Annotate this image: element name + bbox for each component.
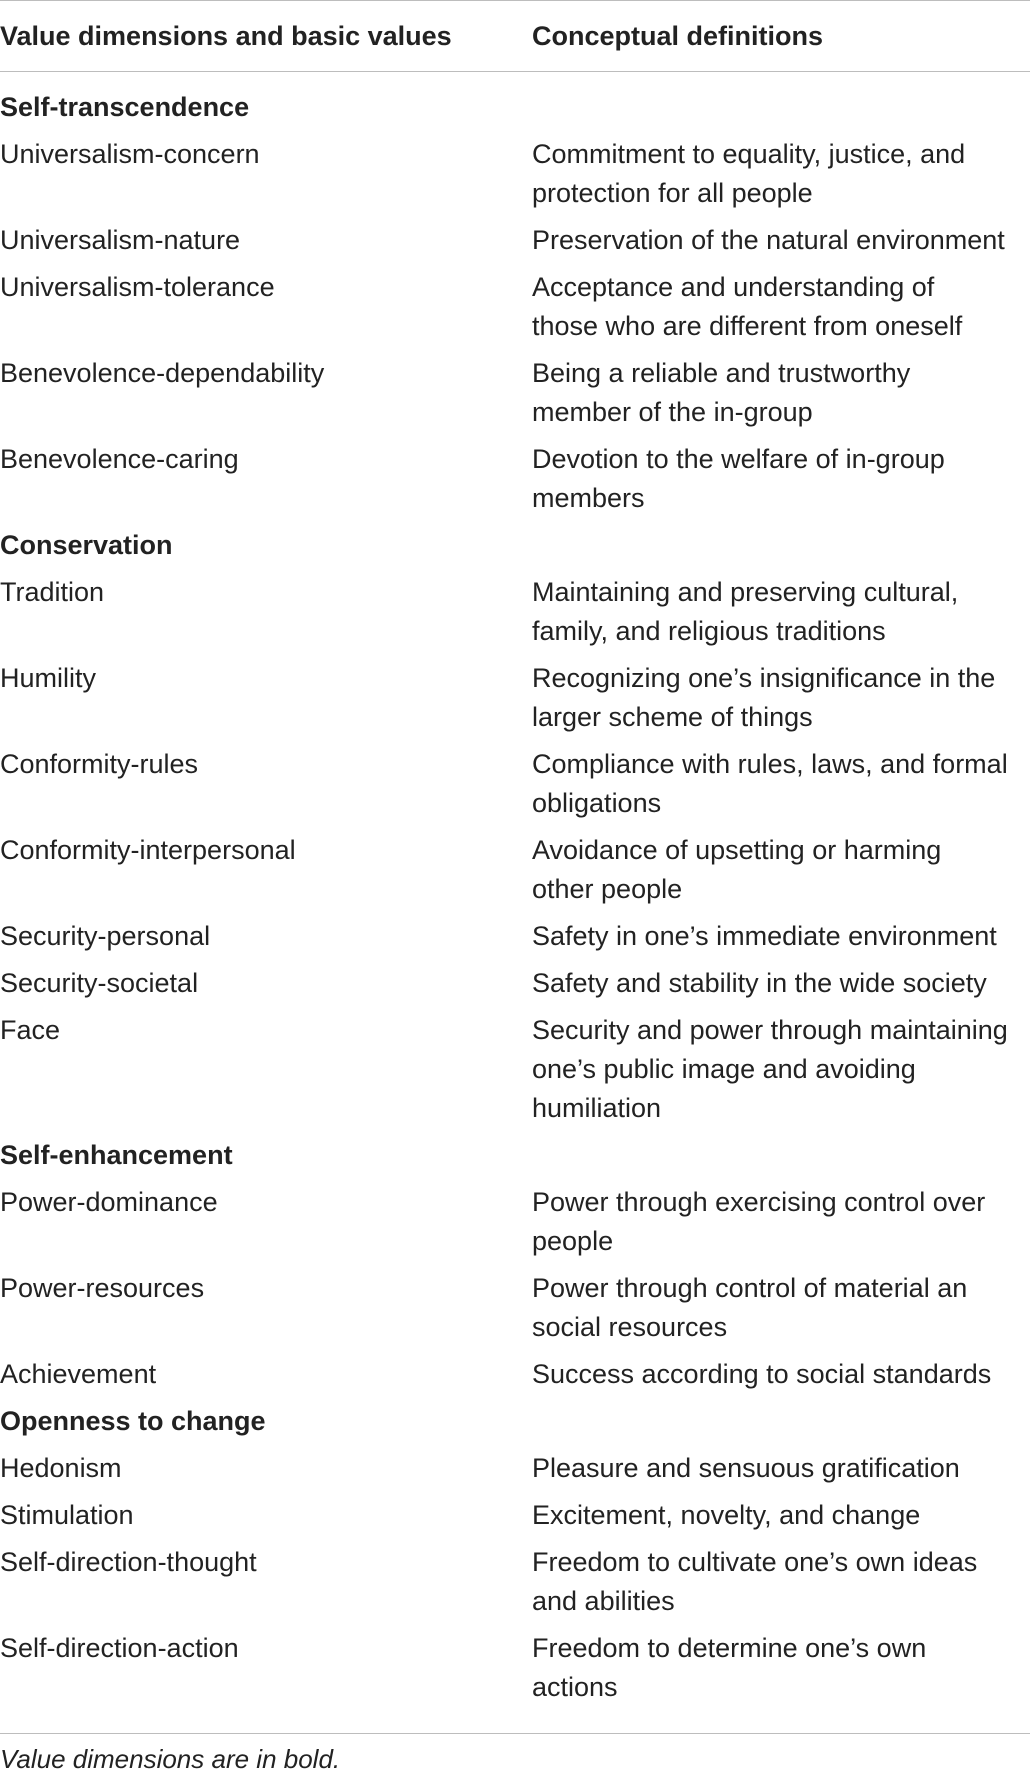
table-row (0, 573, 1030, 651)
value-definition: Freedom to cultivate one’s own ideas and abilities (532, 1547, 978, 1616)
value-definition: Excitement, novelty, and change (532, 1500, 921, 1530)
value-name: Universalism-concern (0, 139, 260, 169)
dimension-row (0, 526, 1030, 565)
value-definition: Power through control of material an social resources (532, 1273, 968, 1342)
value-definition (532, 1136, 1030, 1175)
value-definition: Acceptance and understanding of those who are different from oneself (532, 272, 963, 341)
value-definition: Safety and stability in the wide society (532, 968, 987, 998)
dimension-name: Self-transcendence (0, 92, 250, 122)
value-definition: Security and power through maintaining one’s public image and avoiding humiliation (532, 1015, 1008, 1123)
value-name: Power-dominance (0, 1187, 218, 1217)
table-row (0, 1629, 1030, 1707)
table-row (0, 268, 1030, 346)
value-name: Conformity-interpersonal (0, 835, 296, 865)
table-row (0, 1355, 1030, 1394)
header-value-dimensions: Value dimensions and basic values (0, 20, 452, 51)
table-row (0, 659, 1030, 737)
table-row (0, 1269, 1030, 1347)
table-row (0, 354, 1030, 432)
value-definition: Being a reliable and trustworthy member of the in-group (532, 358, 911, 427)
value-name: Conformity-rules (0, 749, 199, 779)
value-definition: Maintaining and preserving cultural, family, and religious traditions (532, 577, 959, 646)
value-name: Benevolence-dependability (0, 358, 325, 388)
value-name: Security-societal (0, 968, 199, 998)
value-definition: Compliance with rules, laws, and formal obligations (532, 749, 1008, 818)
value-definition: Success according to social standards (532, 1359, 992, 1389)
table-row (0, 135, 1030, 213)
value-definition: Devotion to the welfare of in-group members (532, 444, 945, 513)
value-name: Hedonism (0, 1453, 122, 1483)
value-definition (532, 1402, 1030, 1441)
value-definition: Pleasure and sensuous gratification (532, 1453, 960, 1483)
table-body (0, 72, 1030, 1733)
header-conceptual-definitions: Conceptual definitions (532, 20, 824, 51)
value-name: Universalism-tolerance (0, 272, 275, 302)
value-name: Stimulation (0, 1500, 134, 1530)
table-row (0, 1449, 1030, 1488)
table-row (0, 221, 1030, 260)
value-name: Achievement (0, 1359, 157, 1389)
value-name: Humility (0, 663, 97, 693)
value-name: Power-resources (0, 1273, 205, 1303)
value-definition: Recognizing one’s insignificance in the larger scheme of things (532, 663, 996, 732)
value-definition (532, 88, 1030, 127)
table-row (0, 1543, 1030, 1621)
value-definition: Preservation of the natural environment (532, 225, 1005, 255)
value-name: Security-personal (0, 921, 211, 951)
value-name: Self-direction-thought (0, 1547, 257, 1577)
value-name: Self-direction-action (0, 1633, 239, 1663)
table-row (0, 1496, 1030, 1535)
table-row (0, 745, 1030, 823)
dimension-name: Self-enhancement (0, 1140, 233, 1170)
value-definition: Freedom to determine one’s own actions (532, 1633, 927, 1702)
dimension-row (0, 1402, 1030, 1441)
value-name: Benevolence-caring (0, 444, 239, 474)
table-header (0, 1, 1030, 71)
dimension-name: Openness to change (0, 1406, 266, 1436)
value-definition: Safety in one’s immediate environment (532, 921, 997, 951)
bottom-rule (0, 1733, 1030, 1734)
table-row (0, 1183, 1030, 1261)
table-row (0, 440, 1030, 518)
dimension-row (0, 88, 1030, 127)
table-row (0, 1011, 1030, 1128)
value-definition: Power through exercising control over people (532, 1187, 986, 1256)
value-definition (532, 526, 1030, 565)
dimension-row (0, 1136, 1030, 1175)
value-name: Tradition (0, 577, 105, 607)
table-row (0, 917, 1030, 956)
table-row (0, 964, 1030, 1003)
dimension-name: Conservation (0, 530, 173, 560)
table-row (0, 831, 1030, 909)
value-name: Face (0, 1015, 61, 1045)
value-name: Universalism-nature (0, 225, 241, 255)
value-definition: Avoidance of upsetting or harming other people (532, 835, 942, 904)
value-definition: Commitment to equality, justice, and protection for all people (532, 139, 966, 208)
table-footnote: Value dimensions are in bold. (0, 1744, 341, 1774)
